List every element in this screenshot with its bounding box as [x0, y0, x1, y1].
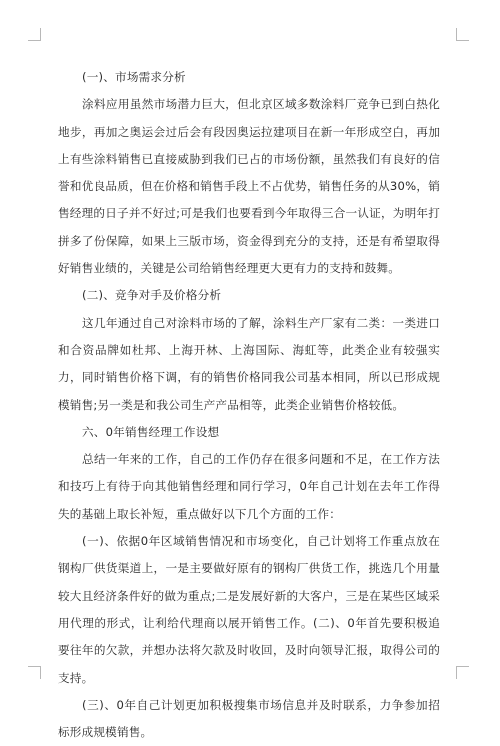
crop-mark-bottom-right: [456, 666, 469, 679]
section-heading-competition: (二)、竞争对手及价格分析: [82, 288, 222, 303]
crop-mark-top-right: [456, 28, 469, 41]
paragraph-work-plan-market-info: (三)、0年自己计划更加积极搜集市场信息并及时联系，力争参加招标形成规模销售。: [58, 697, 440, 740]
section-heading-work-plan: 六、0年销售经理工作设想: [82, 424, 220, 439]
crop-mark-bottom-left: [28, 666, 41, 679]
paragraph-work-plan-summary: 总结一年来的工作，自己的工作仍存在很多问题和不足，在工作方法和技巧上有待于向其他销售经理和同行学习，0年自己计划在去年工作得失的基础上取长补短，重点做好以下几个方面的工作：: [58, 452, 440, 521]
crop-mark-top-left: [28, 28, 41, 41]
paragraph-market-demand: 涂料应用虽然市场潜力巨大，但北京区域多数涂料厂竞争已到白热化地步，再加之奥运会过后会有段因奥运拉建项目在新一年形成空白，再加上有些涂料销售已直接威胁到我们已占的市场份额，虽然我们有良好的信誉和优良品质，但在价格和销售手段上不占优势，销售任务的从30%，销售经理的日子并不好过;可是我们也要看到今年取得三合一认证，为明年打拼多了份保障，如果上三版市场，资金得到充分的支持，还是有希望取得好销售业绩的，关键是公司给销售经理更大更有力的支持和鼓舞。: [58, 97, 440, 276]
section-heading-market-demand: (一)、市场需求分析: [82, 70, 186, 84]
paragraph-work-plan-items: (一)、依据0年区域销售情况和市场变化，自己计划将工作重点放在钢构厂供货渠道上，一是主要做好原有的钢构厂供货工作，挑选几个用量较大且经济条件好的做为重点;二是发展好新的大客户，三是在某些区域采用代理的形式，让利给代理商以展开销售工作。(二)、0年首先要积极追要往年的欠款，并想办法将欠款及时收回，及时向领导汇报，取得公司的支持。: [58, 534, 440, 685]
paragraph-competition: 这几年通过自己对涂料市场的了解，涂料生产厂家有二类：一类进口和合资品牌如杜邦、上海开林、上海国际、海虹等，此类企业有较强实力，同时销售价格下调，有的销售价格同我公司基本相同，所以已形成规模销售;另一类是和我公司生产产品相等，此类企业销售价格较低。: [58, 315, 440, 412]
document-body: [58, 64, 440, 746]
